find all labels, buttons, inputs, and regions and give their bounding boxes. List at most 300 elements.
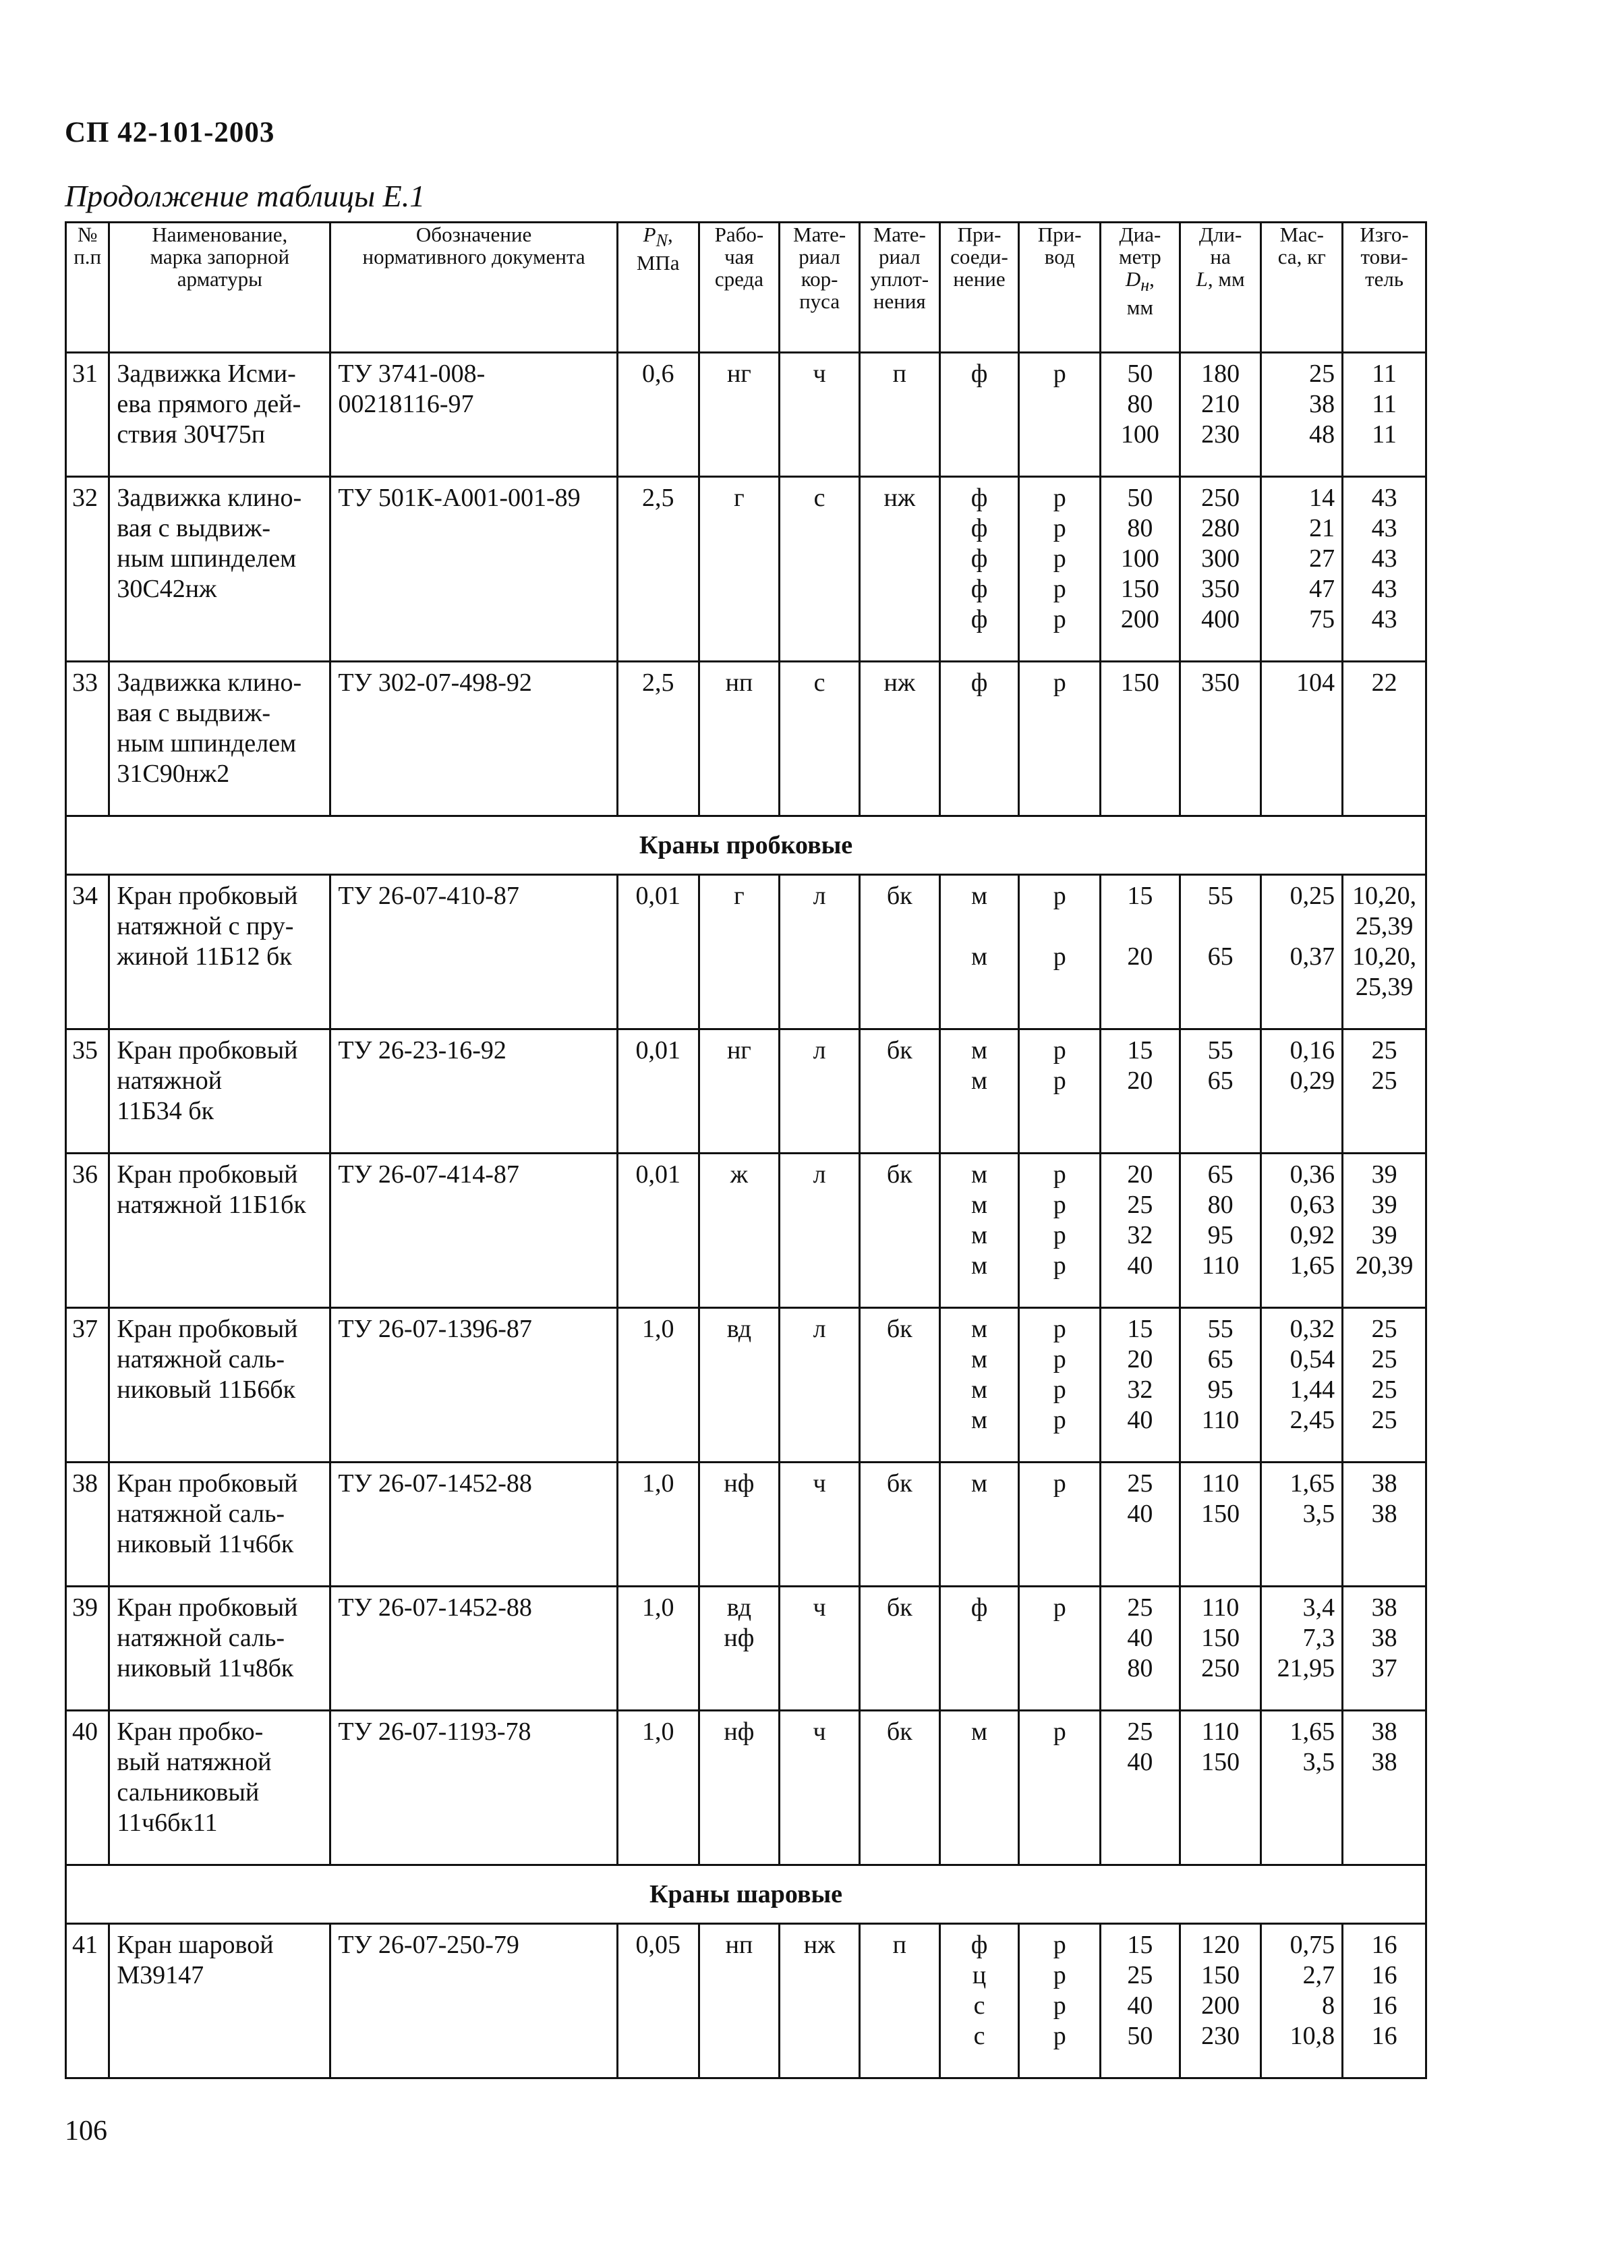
valve-name-value: натяжной 11Б1бк — [117, 1191, 306, 1219]
working-medium-value: нг — [726, 1036, 751, 1065]
manufacturer-value: 16 — [1371, 2022, 1397, 2050]
nominal-pressure-cell: 0,01 — [617, 1154, 699, 1308]
valve-name-value: 30С42нж — [117, 575, 217, 603]
manufacturer-cell — [1343, 875, 1426, 1029]
header-medium: Рабо- чая среда — [699, 223, 780, 353]
length-value: 150 — [1201, 1500, 1240, 1528]
row-number-cell: 41 — [66, 1924, 109, 2078]
length-value: 110 — [1201, 1593, 1240, 1622]
nominal-diameter-value — [1105, 911, 1175, 942]
drive-type-cell — [1019, 353, 1101, 477]
length-cell — [1180, 1587, 1261, 1711]
body-material-cell: с — [780, 662, 860, 816]
length-cell — [1180, 353, 1261, 477]
working-medium-value: вд — [726, 1315, 752, 1343]
normative-document-cell — [330, 875, 618, 1029]
connection-type-value — [945, 972, 1014, 1002]
manufacturer-value: 43 — [1371, 484, 1397, 512]
connection-type-cell — [939, 1029, 1019, 1154]
mass-value: 10,8 — [1289, 2022, 1335, 2050]
valve-name-value: ным шпинделем — [117, 729, 297, 758]
seal-material-cell: бк — [859, 1029, 939, 1154]
length-value: 230 — [1201, 2022, 1240, 2050]
mass-cell — [1261, 1154, 1343, 1308]
drive-type-value: р — [1053, 1345, 1066, 1373]
drive-type-value: р — [1053, 1251, 1066, 1280]
nominal-diameter-value: 80 — [1127, 390, 1153, 418]
valve-name-cell — [109, 477, 330, 662]
nominal-diameter-cell — [1101, 662, 1180, 816]
valve-name-value: М39147 — [117, 1961, 204, 1989]
nominal-diameter-value: 15 — [1127, 1036, 1153, 1065]
length-cell — [1180, 1154, 1261, 1308]
table-row — [66, 1924, 1426, 2078]
nominal-pressure-cell: 2,5 — [617, 477, 699, 662]
mass-value: 3,5 — [1302, 1500, 1335, 1528]
nominal-diameter-value: 40 — [1127, 1991, 1153, 2020]
body-material-cell: л — [780, 1154, 860, 1308]
normative-document-value: ТУ 26-07-1193-78 — [338, 1718, 531, 1746]
manufacturer-value: 43 — [1371, 575, 1397, 603]
manufacturer-value: 38 — [1371, 1718, 1397, 1746]
length-value: 110 — [1201, 1469, 1240, 1498]
page-number: 106 — [65, 2116, 107, 2147]
mass-cell — [1261, 662, 1343, 816]
connection-type-cell — [939, 1154, 1019, 1308]
working-medium-value: нф — [724, 1469, 755, 1498]
connection-type-value: м — [970, 1406, 988, 1434]
working-medium-value: нф — [724, 1624, 755, 1652]
nominal-diameter-cell — [1101, 1154, 1180, 1308]
normative-document-value: ТУ 26-07-1452-88 — [338, 1593, 532, 1622]
row-number-cell: 33 — [66, 662, 109, 816]
length-cell — [1180, 1029, 1261, 1154]
nominal-diameter-value: 150 — [1120, 575, 1159, 603]
manufacturer-cell — [1343, 477, 1426, 662]
manufacturer-value: 38 — [1371, 1469, 1397, 1498]
valve-name-cell — [109, 875, 330, 1029]
connection-type-value: с — [973, 1991, 985, 2020]
normative-document-value: ТУ 3741-008- — [338, 360, 486, 388]
connection-type-value: ф — [970, 669, 988, 697]
length-cell — [1180, 477, 1261, 662]
length-value: 110 — [1201, 1406, 1240, 1434]
connection-type-cell — [939, 875, 1019, 1029]
mass-value: 38 — [1309, 390, 1335, 418]
header-doc: Обозначение нормативного документа — [330, 223, 618, 353]
connection-type-value: с — [973, 2022, 985, 2050]
mass-value: 7,3 — [1302, 1624, 1335, 1652]
valve-name-value: натяжной саль- — [117, 1624, 285, 1652]
length-value: 180 — [1201, 360, 1240, 388]
mass-value: 21,95 — [1277, 1654, 1335, 1682]
working-medium-cell — [699, 1463, 780, 1587]
valve-name-value: никовый 11ч8бк — [117, 1654, 294, 1682]
mass-value: 0,29 — [1289, 1067, 1335, 1095]
valve-name-value: 11ч6бк11 — [117, 1809, 218, 1837]
connection-type-value: м — [970, 1067, 988, 1095]
header-seal-material: Мате- риал уплот- нения — [859, 223, 939, 353]
manufacturer-value: 10,20, — [1352, 882, 1417, 910]
nominal-diameter-value: 15 — [1127, 1931, 1153, 1959]
drive-type-value: р — [1053, 1931, 1066, 1959]
connection-type-cell — [939, 1711, 1019, 1865]
section-row-ball-valves — [66, 1865, 1426, 1924]
normative-document-cell — [330, 1711, 618, 1865]
row-number-cell: 40 — [66, 1711, 109, 1865]
valve-name-value: Кран пробковый — [117, 1469, 298, 1498]
mass-value: 2,7 — [1302, 1961, 1335, 1989]
row-number-cell: 39 — [66, 1587, 109, 1711]
valve-name-value: никовый 11ч6бк — [117, 1530, 294, 1558]
mass-cell — [1261, 875, 1343, 1029]
drive-type-cell — [1019, 1711, 1101, 1865]
length-value: 55 — [1207, 1036, 1234, 1065]
valve-name-value: Кран пробковый — [117, 1160, 298, 1189]
nominal-diameter-cell — [1101, 353, 1180, 477]
nominal-pressure-cell: 0,01 — [617, 875, 699, 1029]
connection-type-cell — [939, 1924, 1019, 2078]
manufacturer-value: 43 — [1371, 544, 1397, 573]
table-header-row — [66, 223, 1426, 353]
mass-value — [1266, 972, 1335, 1002]
normative-document-value: ТУ 26-07-250-79 — [338, 1931, 519, 1959]
valve-name-value: вая с выдвиж- — [117, 699, 271, 727]
normative-document-cell — [330, 662, 618, 816]
nominal-diameter-value: 80 — [1127, 1654, 1153, 1682]
valve-name-cell — [109, 1711, 330, 1865]
valve-name-cell — [109, 353, 330, 477]
valve-name-value: ева прямого дей- — [117, 390, 301, 418]
mass-value: 75 — [1309, 605, 1335, 633]
seal-material-cell: п — [859, 1924, 939, 2078]
section-row-plug-valves — [66, 816, 1426, 875]
connection-type-value: м — [970, 1718, 988, 1746]
manufacturer-value: 25,39 — [1355, 973, 1414, 1001]
connection-type-value: м — [970, 1251, 988, 1280]
length-value: 350 — [1201, 669, 1240, 697]
length-cell — [1180, 1924, 1261, 2078]
valve-name-value: Кран пробковый — [117, 1315, 298, 1343]
mass-cell — [1261, 1587, 1343, 1711]
manufacturer-value: 16 — [1371, 1931, 1397, 1959]
manufacturer-value: 10,20, — [1352, 942, 1417, 971]
length-value: 350 — [1201, 575, 1240, 603]
header-drive: При- вод — [1019, 223, 1101, 353]
valve-spec-table — [65, 221, 1427, 2079]
nominal-pressure-cell: 1,0 — [617, 1463, 699, 1587]
manufacturer-cell — [1343, 1924, 1426, 2078]
header-mass: Мас- са, кг — [1261, 223, 1343, 353]
normative-document-cell — [330, 1463, 618, 1587]
mass-value: 8 — [1322, 1991, 1335, 2020]
drive-type-value: р — [1053, 1961, 1066, 1989]
valve-name-value: жиной 11Б12 бк — [117, 942, 292, 971]
drive-type-value — [1024, 911, 1095, 942]
nominal-diameter-value: 32 — [1127, 1376, 1153, 1404]
drive-type-value: р — [1053, 514, 1066, 542]
normative-document-value: ТУ 501К-А001-001-89 — [338, 484, 581, 512]
working-medium-value: г — [734, 484, 745, 512]
drive-type-value: р — [1053, 1469, 1066, 1498]
connection-type-value: ф — [970, 575, 988, 603]
normative-document-cell — [330, 1587, 618, 1711]
section-title: Краны шаровые — [66, 1865, 1426, 1924]
nominal-diameter-cell — [1101, 1711, 1180, 1865]
drive-type-value: р — [1053, 882, 1066, 910]
working-medium-cell — [699, 1308, 780, 1463]
length-value: 300 — [1201, 544, 1240, 573]
normative-document-value: ТУ 26-07-414-87 — [338, 1160, 519, 1189]
nominal-diameter-value: 40 — [1127, 1624, 1153, 1652]
mass-cell — [1261, 353, 1343, 477]
nominal-diameter-value: 50 — [1127, 484, 1153, 512]
seal-material-cell: п — [859, 353, 939, 477]
mass-value: 3,5 — [1302, 1748, 1335, 1776]
mass-cell — [1261, 1463, 1343, 1587]
mass-value: 0,37 — [1289, 942, 1335, 971]
document-code: СП 42-101-2003 — [65, 117, 275, 148]
connection-type-value: ф — [970, 1593, 988, 1622]
normative-document-cell — [330, 1924, 618, 2078]
length-value: 65 — [1207, 1160, 1234, 1189]
working-medium-cell — [699, 1924, 780, 2078]
normative-document-cell — [330, 1029, 618, 1154]
normative-document-value: ТУ 26-07-1452-88 — [338, 1469, 532, 1498]
working-medium-value: вд — [726, 1593, 752, 1622]
seal-material-cell: бк — [859, 1154, 939, 1308]
length-value: 95 — [1207, 1376, 1234, 1404]
connection-type-value: м — [970, 1160, 988, 1189]
table-row — [66, 1711, 1426, 1865]
drive-type-value: р — [1053, 1160, 1066, 1189]
manufacturer-value: 37 — [1371, 1654, 1397, 1682]
drive-type-cell — [1019, 1308, 1101, 1463]
normative-document-cell — [330, 477, 618, 662]
header-num: № п.п — [66, 223, 109, 353]
table-row — [66, 1463, 1426, 1587]
normative-document-value: ТУ 26-23-16-92 — [338, 1036, 506, 1065]
nominal-diameter-value: 32 — [1127, 1221, 1153, 1249]
manufacturer-value: 39 — [1371, 1160, 1397, 1189]
working-medium-cell — [699, 353, 780, 477]
working-medium-value: нг — [726, 360, 751, 388]
connection-type-value: ф — [970, 360, 988, 388]
row-number-cell: 32 — [66, 477, 109, 662]
nominal-diameter-value: 25 — [1127, 1191, 1153, 1219]
mass-cell — [1261, 1711, 1343, 1865]
connection-type-value: м — [970, 1036, 988, 1065]
body-material-cell: с — [780, 477, 860, 662]
working-medium-cell — [699, 1154, 780, 1308]
nominal-diameter-value: 100 — [1120, 544, 1159, 573]
manufacturer-cell — [1343, 1154, 1426, 1308]
length-value: 400 — [1201, 605, 1240, 633]
seal-material-cell: бк — [859, 1308, 939, 1463]
drive-type-value: р — [1053, 1593, 1066, 1622]
valve-name-value: Кран пробко- — [117, 1718, 264, 1746]
length-value: 120 — [1201, 1931, 1240, 1959]
drive-type-value: р — [1053, 1315, 1066, 1343]
drive-type-value: р — [1053, 484, 1066, 512]
valve-name-value: натяжной саль- — [117, 1345, 285, 1373]
manufacturer-value: 25 — [1371, 1067, 1397, 1095]
working-medium-cell — [699, 1711, 780, 1865]
mass-value: 0,36 — [1289, 1160, 1335, 1189]
length-value: 150 — [1201, 1961, 1240, 1989]
valve-name-value: натяжной саль- — [117, 1500, 285, 1528]
manufacturer-cell — [1343, 662, 1426, 816]
connection-type-value: ф — [970, 484, 988, 512]
mass-value: 0,25 — [1289, 882, 1335, 910]
manufacturer-cell — [1343, 1711, 1426, 1865]
manufacturer-value: 38 — [1371, 1500, 1397, 1528]
mass-value: 0,32 — [1289, 1315, 1335, 1343]
table-row — [66, 875, 1426, 1029]
mass-value: 2,45 — [1289, 1406, 1335, 1434]
valve-name-value: Кран пробковый — [117, 882, 298, 910]
nominal-pressure-cell: 1,0 — [617, 1587, 699, 1711]
body-material-cell: ч — [780, 353, 860, 477]
valve-name-value: 11Б34 бк — [117, 1097, 214, 1125]
normative-document-cell — [330, 353, 618, 477]
body-material-cell: ч — [780, 1587, 860, 1711]
nominal-diameter-value: 20 — [1127, 942, 1153, 971]
drive-type-value: р — [1053, 605, 1066, 633]
mass-value: 104 — [1296, 669, 1335, 697]
mass-value: 27 — [1309, 544, 1335, 573]
header-body-material: Мате- риал кор- пуса — [780, 223, 860, 353]
mass-value: 0,75 — [1289, 1931, 1335, 1959]
drive-type-value: р — [1053, 1406, 1066, 1434]
nominal-diameter-value: 25 — [1127, 1961, 1153, 1989]
nominal-diameter-cell — [1101, 477, 1180, 662]
working-medium-value: нп — [725, 669, 753, 697]
row-number-cell: 31 — [66, 353, 109, 477]
valve-name-value: вый натяжной — [117, 1748, 272, 1776]
length-value: 55 — [1207, 1315, 1234, 1343]
length-value — [1185, 911, 1256, 942]
valve-name-cell — [109, 1924, 330, 2078]
valve-name-value: сальниковый — [117, 1778, 260, 1807]
nominal-diameter-cell — [1101, 1029, 1180, 1154]
manufacturer-value: 38 — [1371, 1748, 1397, 1776]
working-medium-cell — [699, 662, 780, 816]
working-medium-cell — [699, 1029, 780, 1154]
manufacturer-value: 25,39 — [1355, 912, 1414, 940]
table-row — [66, 1587, 1426, 1711]
body-material-cell: ч — [780, 1463, 860, 1587]
drive-type-value: р — [1053, 1376, 1066, 1404]
drive-type-value: р — [1053, 1718, 1066, 1746]
drive-type-value: р — [1053, 1067, 1066, 1095]
nominal-diameter-value: 80 — [1127, 514, 1153, 542]
manufacturer-value: 38 — [1371, 1593, 1397, 1622]
manufacturer-value: 22 — [1371, 669, 1397, 697]
mass-value: 0,63 — [1289, 1191, 1335, 1219]
nominal-diameter-value — [1105, 972, 1175, 1002]
drive-type-value: р — [1053, 1991, 1066, 2020]
mass-value: 14 — [1309, 484, 1335, 512]
manufacturer-value: 25 — [1371, 1406, 1397, 1434]
manufacturer-cell — [1343, 1463, 1426, 1587]
connection-type-cell — [939, 353, 1019, 477]
seal-material-cell: бк — [859, 1587, 939, 1711]
working-medium-cell — [699, 477, 780, 662]
working-medium-cell — [699, 875, 780, 1029]
nominal-pressure-cell: 2,5 — [617, 662, 699, 816]
nominal-diameter-value: 150 — [1120, 669, 1159, 697]
drive-type-value: р — [1053, 1191, 1066, 1219]
seal-material-cell: нж — [859, 662, 939, 816]
length-value: 150 — [1201, 1748, 1240, 1776]
mass-cell — [1261, 1029, 1343, 1154]
nominal-diameter-cell — [1101, 1587, 1180, 1711]
connection-type-value: ф — [970, 544, 988, 573]
drive-type-value: р — [1053, 1221, 1066, 1249]
connection-type-cell — [939, 1463, 1019, 1587]
length-value: 95 — [1207, 1221, 1234, 1249]
nominal-diameter-value: 50 — [1127, 2022, 1153, 2050]
length-value: 200 — [1201, 1991, 1240, 2020]
manufacturer-cell — [1343, 1308, 1426, 1463]
nominal-diameter-value: 100 — [1120, 420, 1159, 449]
drive-type-cell — [1019, 1924, 1101, 2078]
nominal-diameter-value: 25 — [1127, 1469, 1153, 1498]
mass-value: 1,65 — [1289, 1469, 1335, 1498]
manufacturer-value: 25 — [1371, 1315, 1397, 1343]
valve-name-value: ным шпинделем — [117, 544, 297, 573]
nominal-diameter-value: 20 — [1127, 1345, 1153, 1373]
length-value: 150 — [1201, 1624, 1240, 1652]
nominal-diameter-value: 40 — [1127, 1251, 1153, 1280]
length-value: 210 — [1201, 390, 1240, 418]
mass-value: 47 — [1309, 575, 1335, 603]
length-value: 250 — [1201, 1654, 1240, 1682]
manufacturer-value: 25 — [1371, 1345, 1397, 1373]
drive-type-value — [1024, 972, 1095, 1002]
connection-type-value: м — [970, 1469, 988, 1498]
table-row — [66, 353, 1426, 477]
nominal-diameter-cell — [1101, 1924, 1180, 2078]
connection-type-value: ц — [972, 1961, 987, 1989]
length-value — [1185, 972, 1256, 1002]
normative-document-value: 00218116-97 — [338, 390, 474, 418]
drive-type-cell — [1019, 1029, 1101, 1154]
nominal-diameter-value: 25 — [1127, 1718, 1153, 1746]
manufacturer-cell — [1343, 1587, 1426, 1711]
valve-name-value: Задвижка клино- — [117, 669, 302, 697]
nominal-pressure-cell: 0,6 — [617, 353, 699, 477]
mass-cell — [1261, 1924, 1343, 2078]
connection-type-value: м — [970, 1376, 988, 1404]
normative-document-cell — [330, 1308, 618, 1463]
normative-document-value: ТУ 302-07-498-92 — [338, 669, 532, 697]
nominal-diameter-value: 15 — [1127, 1315, 1153, 1343]
length-value: 65 — [1207, 1345, 1234, 1373]
header-name: Наименование, марка запорной арматуры — [109, 223, 330, 353]
length-cell — [1180, 1711, 1261, 1865]
length-cell — [1180, 1308, 1261, 1463]
working-medium-value: г — [734, 882, 745, 910]
valve-name-value: натяжной — [117, 1067, 223, 1095]
nominal-diameter-value: 20 — [1127, 1160, 1153, 1189]
connection-type-cell — [939, 1587, 1019, 1711]
length-value: 280 — [1201, 514, 1240, 542]
nominal-diameter-value: 40 — [1127, 1406, 1153, 1434]
header-diameter: Диа- метр $D_н$, мм — [1101, 223, 1180, 353]
mass-value: 21 — [1309, 514, 1335, 542]
